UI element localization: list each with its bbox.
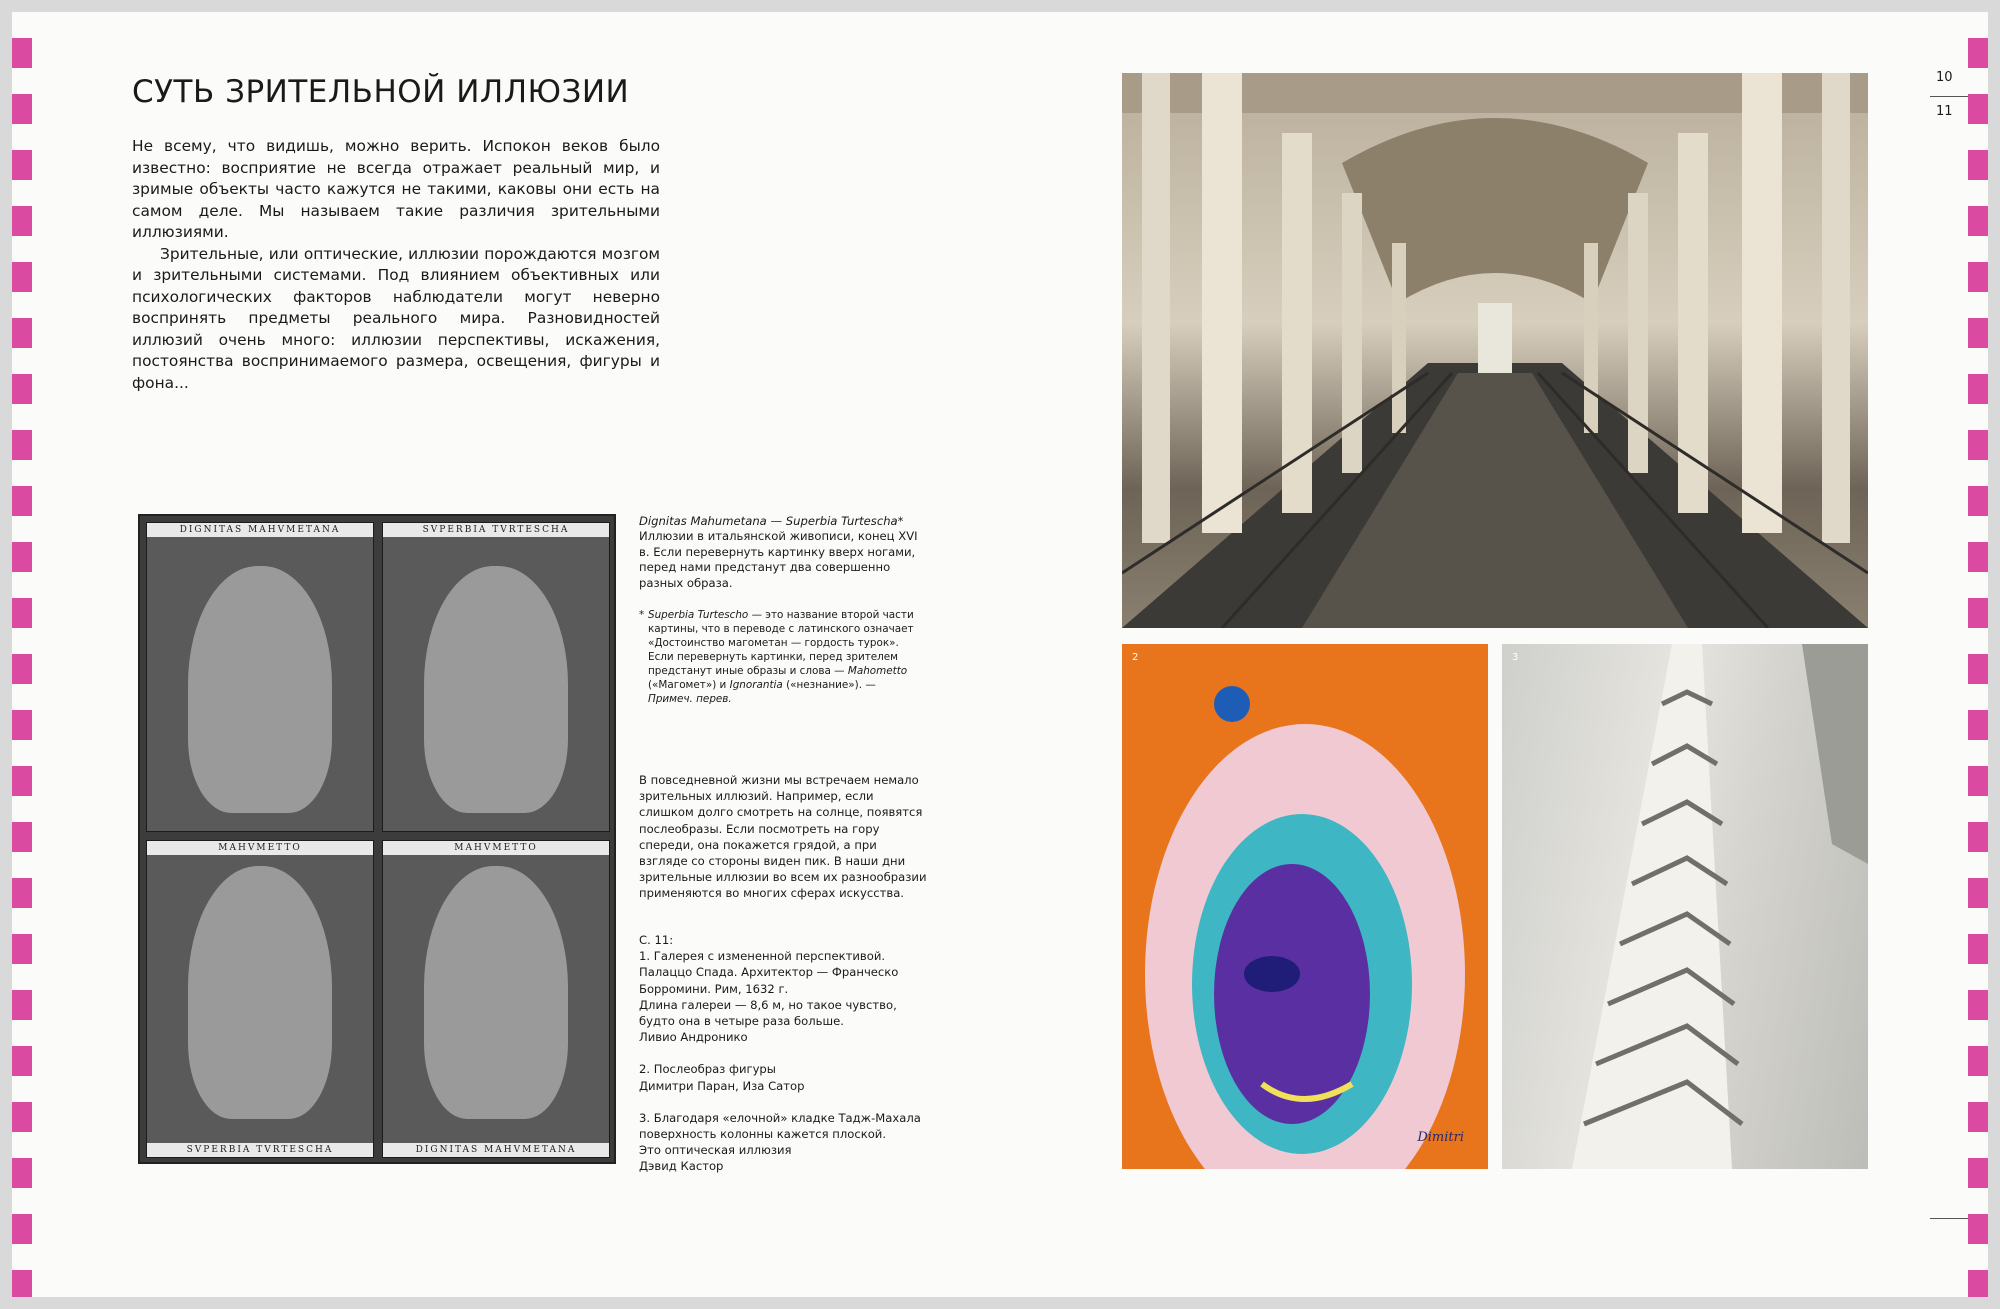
gallery-photo xyxy=(1122,73,1868,628)
turban-bust xyxy=(424,866,569,1119)
intro-text xyxy=(132,136,660,394)
engraving-panel-top-right xyxy=(382,522,610,832)
engraving-image xyxy=(138,514,616,1164)
engraving-panel-bottom-right xyxy=(382,840,610,1158)
footnote-body: — это название второй части картины, что в переводе с латинского означает «Достоинство магометан — гордость турок». Если перевернуть картинки, перед зрителем предстанут иные образы и слова — xyxy=(648,609,914,677)
footnote-mid: («Магомет») и xyxy=(648,679,730,691)
engraving-label: SVPERBIA TVRTESCHA xyxy=(383,523,609,537)
plate-captions xyxy=(639,932,929,1191)
gallery-illustration xyxy=(1122,73,1868,628)
engraving-caption-body: Иллюзии в итальянской живописи, конец XVI в. Если перевернуть картинку вверх ногами, перед нами предстанут два совершенно разных образа. xyxy=(639,529,918,590)
footnote-star: * xyxy=(639,609,645,621)
plate-1-note: Длина галереи — 8,6 м, но такое чувство, будто она в четыре раза больше. xyxy=(639,997,897,1029)
plate-3-note: Это оптическая иллюзия xyxy=(639,1143,792,1158)
plate-1-title: 1. Галерея с измененной перспективой. Палаццо Спада. Архитектор — Франческо Борромини. Рим, 1632 г. xyxy=(639,949,899,996)
plate-caption-2 xyxy=(639,1061,929,1093)
engraving-panel-top-left xyxy=(146,522,374,832)
engraving-label: MAHVMETTO xyxy=(383,841,609,855)
footnote-mark: * xyxy=(897,514,904,528)
photo-number: 3 xyxy=(1512,652,1519,663)
photo-number: 2 xyxy=(1132,652,1139,663)
plate-2-credit: Димитри Паран, Иза Сатор xyxy=(639,1078,805,1093)
artist-signature: Dimitri xyxy=(1417,1130,1464,1145)
page-number-left: 10 xyxy=(1936,70,1953,85)
left-edge-stripe xyxy=(12,12,32,1297)
turban-bust xyxy=(188,566,333,812)
page-number-right: 11 xyxy=(1936,104,1953,119)
plate-1-credit: Ливио Андронико xyxy=(639,1030,748,1045)
plate-3-credit: Дэвид Кастор xyxy=(639,1159,724,1174)
column-illustration xyxy=(1502,644,1868,1169)
afterimage-artwork-photo xyxy=(1122,644,1488,1169)
right-edge-stripe xyxy=(1968,12,1988,1297)
everyday-illusions-text: В повседневной жизни мы встречаем немало зрительных иллюзий. Например, если слишком долго смотреть на солнце, появятся послеобразы. Если посмотреть на гору спереди, она покажется грядой, а при взгляде со стороны виден пик. В наши дни зрительные иллюзии во всем их разнообразии применяются во многих сферах искусства. xyxy=(639,773,927,901)
plate-caption-1 xyxy=(639,932,929,1045)
footnote-term: Superbia Turtescho xyxy=(648,609,749,621)
engraving-label: SVPERBIA TVRTESCHA xyxy=(147,1143,373,1157)
footnote xyxy=(639,608,921,706)
footnote-text xyxy=(648,608,921,706)
footnote-tail: («незнание»). — xyxy=(782,679,876,691)
page-number-divider xyxy=(1930,96,1968,97)
footnote-word-2: Ignorantia xyxy=(729,679,783,691)
footnote-word-1: Mahometto xyxy=(847,665,908,677)
engraving-caption-title: Dignitas Mahumetana — Superbia Turtescha xyxy=(639,514,898,528)
turban-bust xyxy=(188,866,333,1119)
taj-mahal-column-photo xyxy=(1502,644,1868,1169)
engraving-label: DIGNITAS MAHVMETANA xyxy=(147,523,373,537)
intro-paragraph-1: Не всему, что видишь, можно верить. Испокон веков было известно: восприятие не всегда отражает реальный мир, и зримые объекты часто кажутся не такими, каковы они есть на самом деле. Мы называем такие различия зрительными иллюзиями. xyxy=(132,137,660,241)
plate-caption-3 xyxy=(639,1110,929,1175)
page-title: СУТЬ ЗРИТЕЛЬНОЙ ИЛЛЮЗИИ xyxy=(132,74,630,110)
turban-bust xyxy=(424,566,569,812)
bottom-rule xyxy=(1930,1218,1968,1219)
plate-3-title: 3. Благодаря «елочной» кладке Тадж-Махала поверхность колонны кажется плоской. xyxy=(639,1110,921,1142)
engraving-caption xyxy=(639,514,921,591)
artwork-illustration xyxy=(1122,644,1488,1169)
engraving-panel-bottom-left xyxy=(146,840,374,1158)
engraving-label: MAHVMETTO xyxy=(147,841,373,855)
engraving-label: DIGNITAS MAHVMETANA xyxy=(383,1143,609,1157)
plate-2-title: 2. Послеобраз фигуры xyxy=(639,1062,776,1077)
footnote-editor: Примеч. перев. xyxy=(648,693,732,705)
plates-header: С. 11: xyxy=(639,933,674,947)
intro-paragraph-2: Зрительные, или оптические, иллюзии порождаются мозгом и зрительными системами. Под влиянием объективных или психологических факторов наблюдатели могут неверно воспринять предметы реального мира. Разновидностей иллюзий очень много: иллюзии перспективы, искажения, постоянства воспринимаемого размера, освещения, фигуры и фона... xyxy=(132,244,660,392)
